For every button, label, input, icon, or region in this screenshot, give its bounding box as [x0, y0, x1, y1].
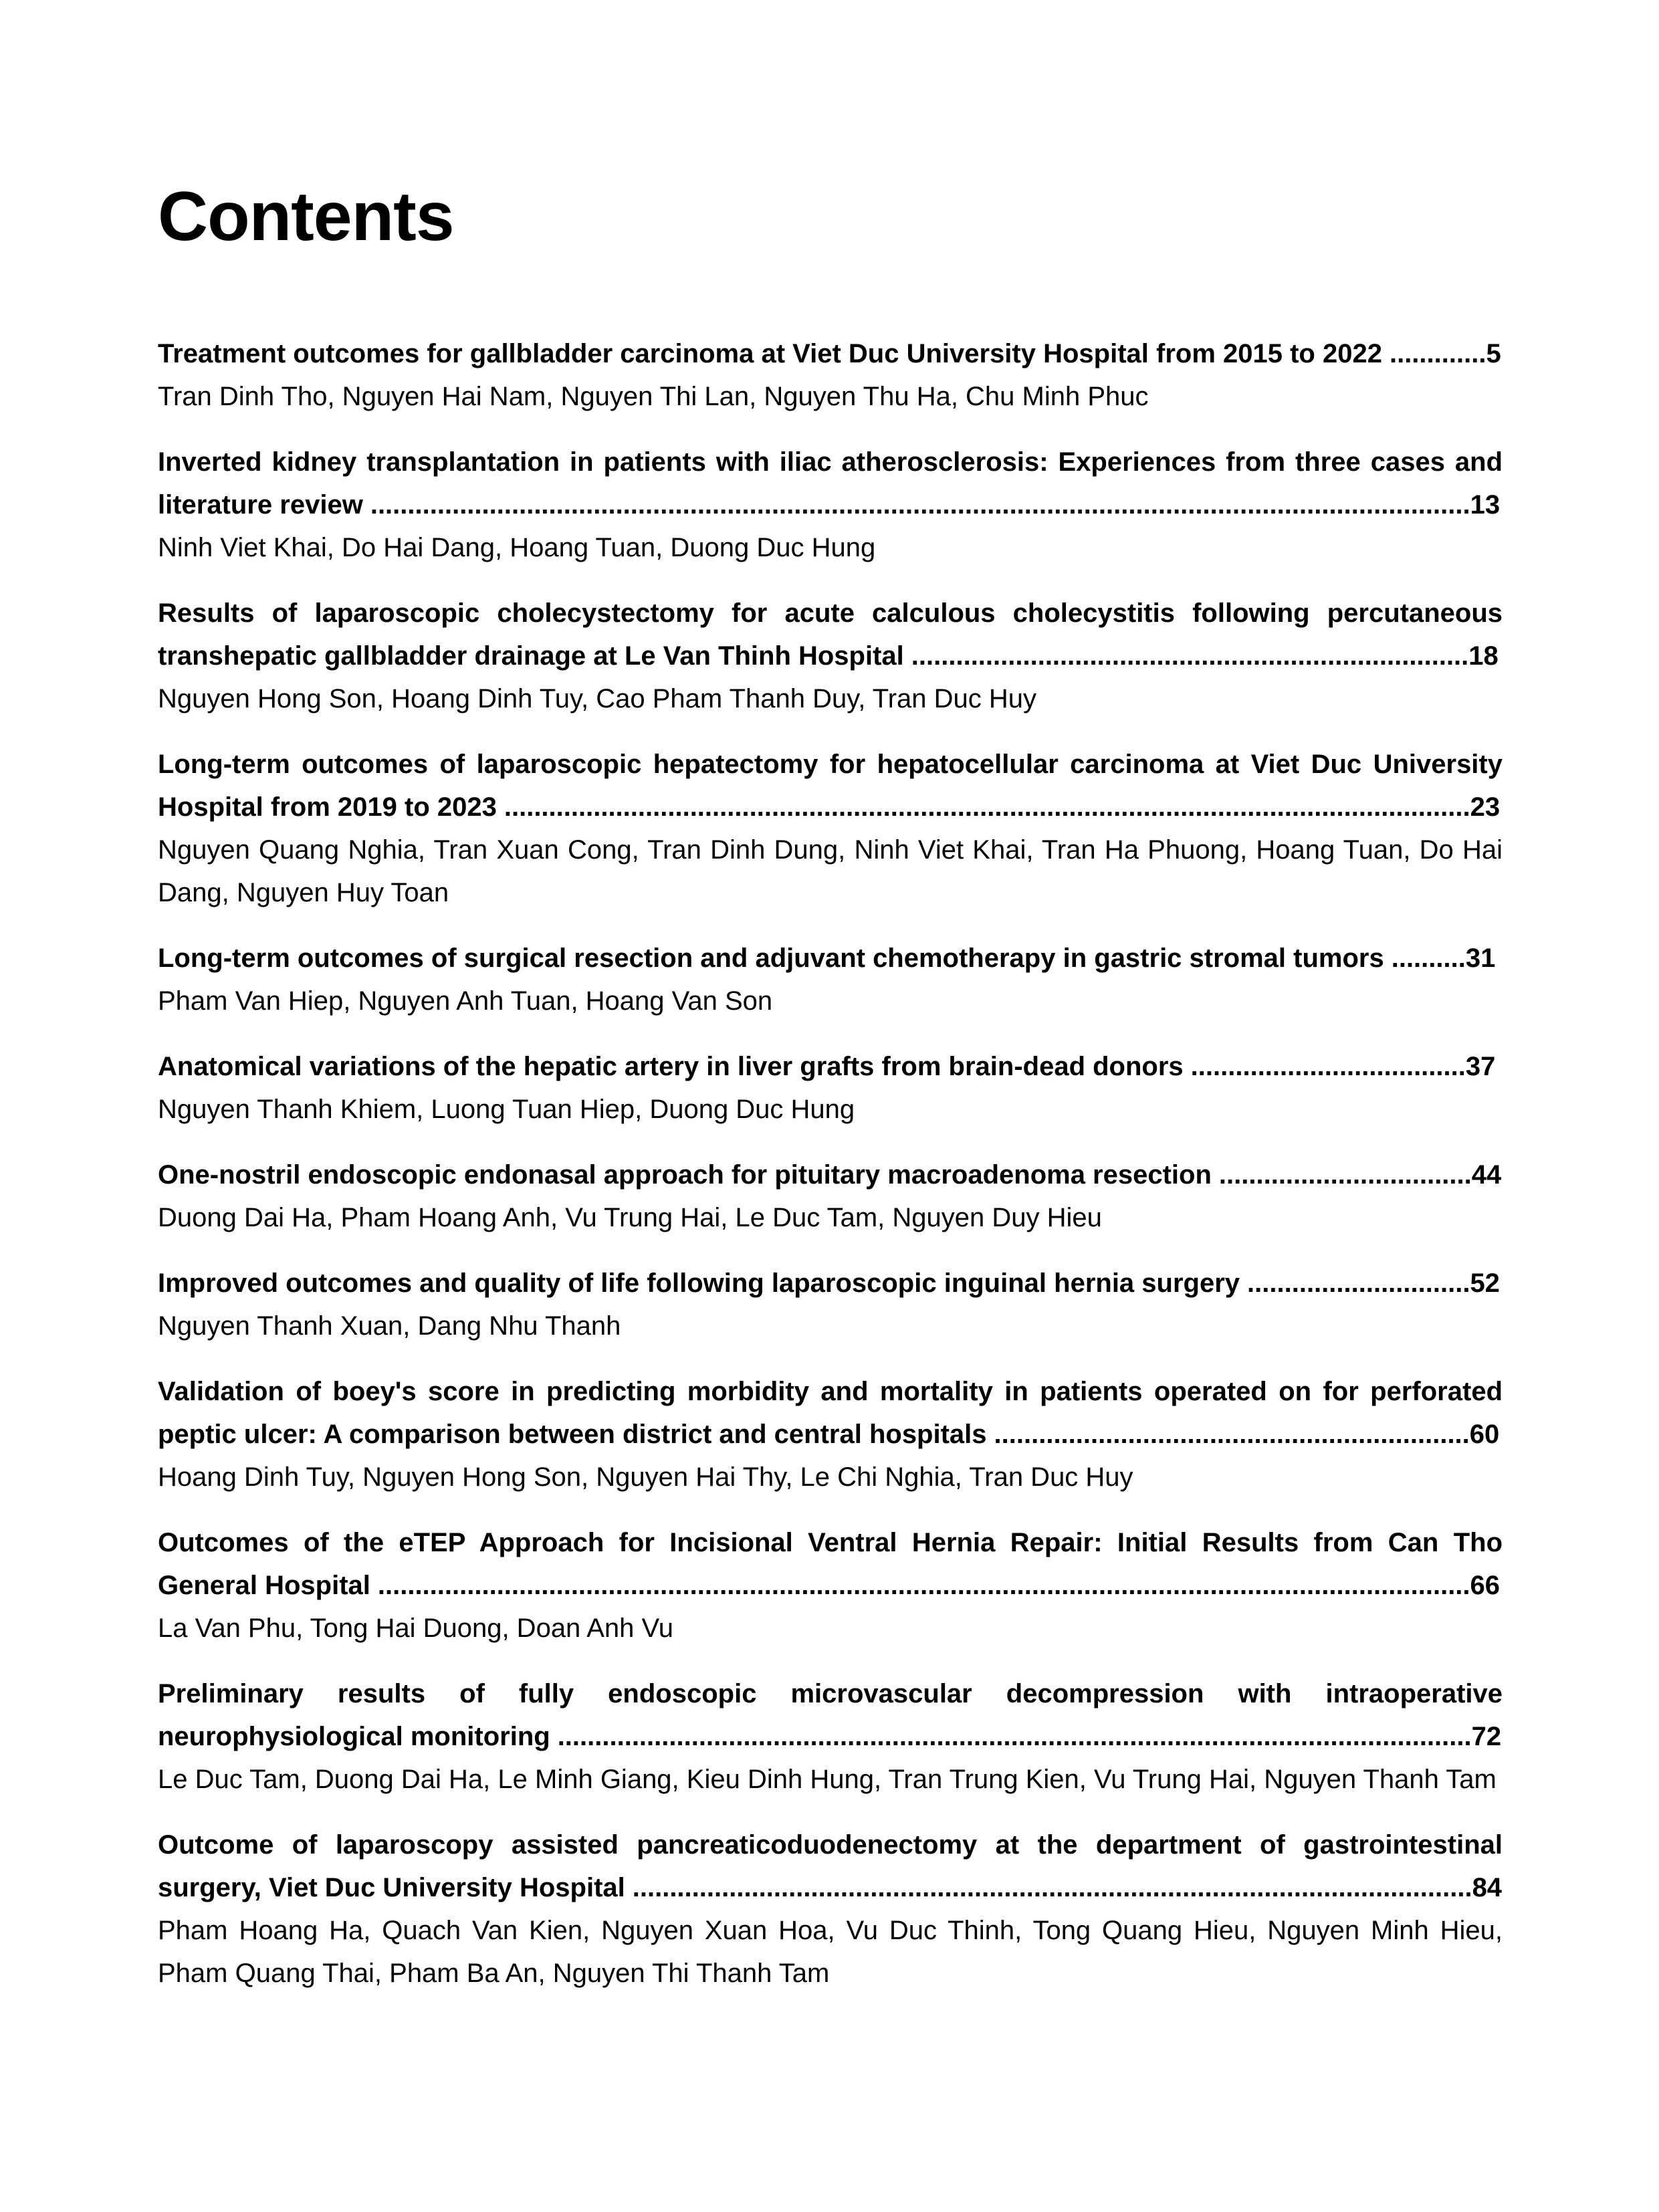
entry-title: [158, 1045, 1503, 1088]
entry-title-text: Outcomes of the eTEP Approach for Incisional Ventral Hernia Repair: Initial Results from Can Tho General Hospital: [158, 1527, 1503, 1600]
toc-entry: [158, 1045, 1503, 1131]
entry-title: [158, 1521, 1503, 1607]
entry-authors: Nguyen Hong Son, Hoang Dinh Tuy, Cao Pham Thanh Duy, Tran Duc Huy: [158, 683, 1037, 713]
entry-title-text: Long-term outcomes of laparoscopic hepatectomy for hepatocellular carcinoma at Viet Duc University Hospital from 2019 to 2023: [158, 749, 1503, 822]
dot-leader: ...........................................................................: [911, 641, 1469, 671]
entry-page-number: 72: [1471, 1721, 1502, 1751]
entry-authors: Pham Van Hiep, Nguyen Anh Tuan, Hoang Van Son: [158, 986, 773, 1016]
toc-entry: [158, 441, 1503, 569]
entry-authors: Ninh Viet Khai, Do Hai Dang, Hoang Tuan, Duong Duc Hung: [158, 532, 876, 562]
entry-authors: Hoang Dinh Tuy, Nguyen Hong Son, Nguyen Hai Thy, Le Chi Nghia, Tran Duc Huy: [158, 1462, 1133, 1492]
toc-entry: [158, 592, 1503, 720]
entry-page-number: 84: [1472, 1872, 1503, 1902]
entry-page-number: 52: [1470, 1268, 1500, 1298]
toc-entry: [158, 1370, 1503, 1499]
page-title: Contents: [158, 178, 454, 255]
entry-authors: Pham Hoang Ha, Quach Van Kien, Nguyen Xuan Hoa, Vu Duc Thinh, Tong Quang Hieu, Nguyen Minh Hieu, Pham Quang Thai, Pham Ba An, Nguyen Thi Thanh Tam: [158, 1915, 1503, 1988]
dot-leader: ................................................................: [994, 1419, 1470, 1449]
entry-authors: Tran Dinh Tho, Nguyen Hai Nam, Nguyen Thi Lan, Nguyen Thu Ha, Chu Minh Phuc: [158, 381, 1149, 411]
dot-leader: ...................................................................................................................................................: [377, 1570, 1470, 1600]
entry-title-text: Outcome of laparoscopy assisted pancreaticoduodenectomy at the department of gastrointestinal surgery, Viet Duc University Hospital: [158, 1830, 1503, 1902]
entry-page-number: 37: [1465, 1051, 1496, 1081]
entry-title-text: Validation of boey's score in predicting morbidity and mortality in patients operated on for perforated peptic ulcer: A comparison between district and central hospitals: [158, 1376, 1503, 1449]
entry-title-text: Anatomical variations of the hepatic artery in liver grafts from brain-dead donors: [158, 1051, 1184, 1081]
entry-authors: Nguyen Quang Nghia, Tran Xuan Cong, Tran Dinh Dung, Ninh Viet Khai, Tran Ha Phuong, Hoang Tuan, Do Hai Dang, Nguyen Huy Toan: [158, 835, 1503, 907]
dot-leader: ..................................: [1218, 1159, 1472, 1190]
dot-leader: .................................................................................................................: [632, 1872, 1472, 1902]
dot-leader: ..........: [1391, 943, 1466, 973]
entry-authors: Nguyen Thanh Khiem, Luong Tuan Hiep, Duong Duc Hung: [158, 1094, 855, 1124]
dot-leader: ....................................................................................................................................................: [370, 489, 1470, 520]
dot-leader: .....................................: [1190, 1051, 1466, 1081]
toc-entry: [158, 1823, 1503, 1995]
entry-title-text: One-nostril endoscopic endonasal approach for pituitary macroadenoma resection: [158, 1159, 1212, 1190]
entry-page-number: 31: [1465, 943, 1496, 973]
entry-title: [158, 1262, 1503, 1305]
entry-title: [158, 592, 1503, 677]
entry-page-number: 44: [1471, 1159, 1502, 1190]
toc-entry: [158, 937, 1503, 1022]
entry-authors: Le Duc Tam, Duong Dai Ha, Le Minh Giang, Kieu Dinh Hung, Tran Trung Kien, Vu Trung Hai, Nguyen Thanh Tam: [158, 1764, 1497, 1794]
toc-entry: [158, 1153, 1503, 1239]
entry-authors: Nguyen Thanh Xuan, Dang Nhu Thanh: [158, 1311, 621, 1341]
entry-authors: La Van Phu, Tong Hai Duong, Doan Anh Vu: [158, 1613, 673, 1643]
entry-page-number: 13: [1470, 489, 1501, 520]
toc-entry: [158, 1521, 1503, 1650]
dot-leader: ..................................................................................................................................: [504, 792, 1470, 822]
entry-title: [158, 332, 1503, 375]
entry-title: [158, 1153, 1503, 1196]
toc-entry: [158, 1262, 1503, 1347]
entry-title-text: Improved outcomes and quality of life following laparoscopic inguinal hernia surgery: [158, 1268, 1240, 1298]
dot-leader: .............: [1389, 338, 1486, 368]
entry-title: [158, 1823, 1503, 1909]
entry-title: [158, 441, 1503, 526]
entry-title-text: Preliminary results of fully endoscopic microvascular decompression with intraoperative neurophysiological monitoring: [158, 1678, 1503, 1751]
entry-page-number: 60: [1469, 1419, 1500, 1449]
entry-title: [158, 937, 1503, 980]
entry-page-number: 66: [1470, 1570, 1501, 1600]
entry-authors: Duong Dai Ha, Pham Hoang Anh, Vu Trung Hai, Le Duc Tam, Nguyen Duy Hieu: [158, 1202, 1102, 1232]
entry-title-text: Long-term outcomes of surgical resection and adjuvant chemotherapy in gastric stromal tumors: [158, 943, 1384, 973]
entry-title-text: Results of laparoscopic cholecystectomy for acute calculous cholecystitis following percutaneous transhepatic gallbladder drainage at Le Van Thinh Hospital: [158, 598, 1503, 671]
entry-page-number: 18: [1468, 641, 1499, 671]
entry-title: [158, 743, 1503, 828]
toc-entry: [158, 332, 1503, 418]
entry-title-text: Treatment outcomes for gallbladder carcinoma at Viet Duc University Hospital from 2015 to 2022: [158, 338, 1382, 368]
entry-page-number: 23: [1470, 792, 1501, 822]
entry-title-text: Inverted kidney transplantation in patients with iliac atherosclerosis: Experiences from three cases and literature review: [158, 447, 1503, 520]
dot-leader: ..............................: [1247, 1268, 1470, 1298]
entry-title: [158, 1672, 1503, 1758]
dot-leader: ...........................................................................................................................: [557, 1721, 1472, 1751]
table-of-contents: [158, 332, 1503, 1995]
toc-entry: [158, 1672, 1503, 1801]
entry-title: [158, 1370, 1503, 1456]
toc-entry: [158, 743, 1503, 914]
entry-page-number: 5: [1486, 338, 1501, 368]
